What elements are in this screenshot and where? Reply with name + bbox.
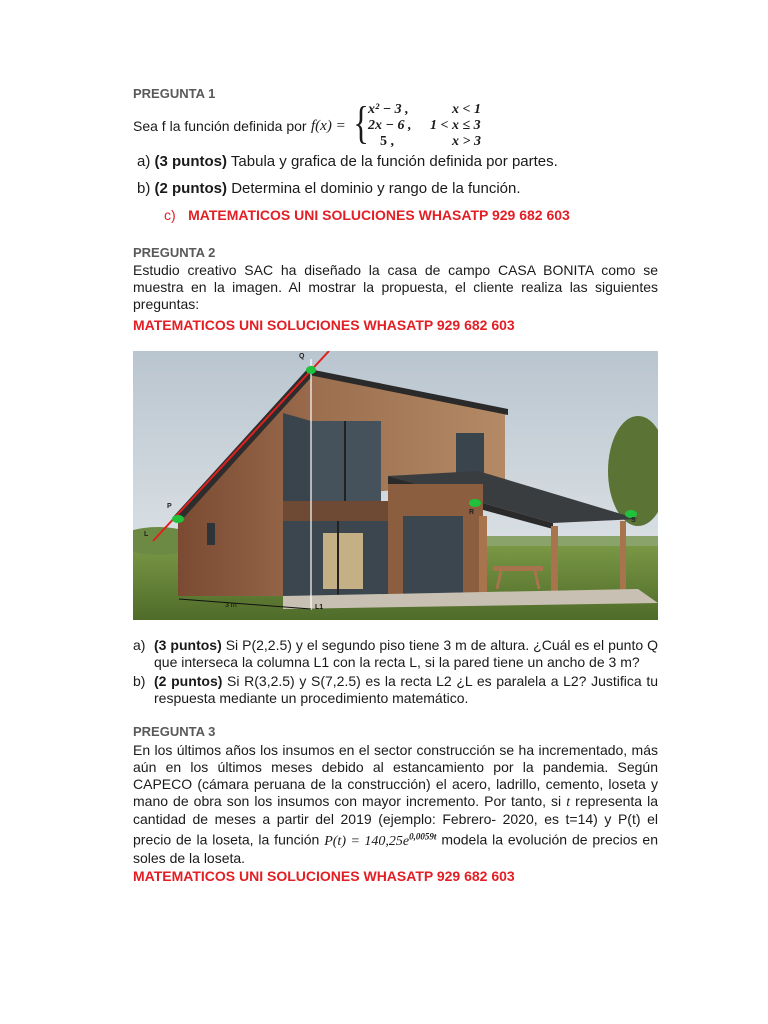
tower-upper-window: [456, 433, 484, 477]
porch-door: [403, 516, 463, 596]
case-row-3: [368, 134, 498, 150]
point-r-marker: [469, 499, 481, 507]
point-q-marker: [306, 366, 316, 374]
q2-a-points: (3 puntos): [154, 637, 222, 653]
interior-light: [323, 533, 363, 589]
piecewise-cases: [368, 102, 498, 150]
left-small-window: [207, 523, 215, 545]
q1-item-a: [137, 153, 558, 170]
label-q: Q: [299, 353, 305, 360]
point-p-marker: [172, 515, 184, 523]
label-width: 3 m: [225, 602, 237, 609]
q3-ad: MATEMATICOS UNI SOLUCIONES WHASATP 929 682 603: [133, 868, 515, 884]
q1-a-text: Tabula y grafica de la función definida por partes.: [230, 153, 558, 170]
q1-item-c: [164, 207, 570, 225]
case-3-expr: 5 ,: [380, 134, 394, 149]
q3-formula-exponent: 0,0059t: [409, 831, 437, 841]
label-l1: L1: [315, 604, 324, 611]
q3-formula: [324, 831, 437, 849]
label-l: L: [144, 531, 149, 538]
house-illustration: [133, 351, 658, 620]
q1-a-points: (3 puntos): [154, 153, 228, 170]
q3-paragraph: [133, 742, 658, 867]
q2-b-points: (2 puntos): [154, 673, 223, 689]
picnic-table: [493, 566, 543, 571]
q1-heading: PREGUNTA 1: [133, 86, 216, 101]
house-drawing: [133, 351, 658, 620]
porch-column-2: [551, 526, 558, 596]
q1-c-label: c): [164, 207, 176, 223]
case-3-cond: x > 3: [452, 134, 481, 149]
case-2-cond: 1 < x ≤ 3: [430, 118, 481, 133]
q2-heading: PREGUNTA 2: [133, 245, 216, 260]
q2-item-b: [154, 673, 658, 707]
q1-fx: f(x) =: [311, 118, 346, 134]
q1-c-text: MATEMATICOS UNI SOLUCIONES WHASATP 929 682 603: [188, 207, 570, 223]
q2-item-a: [154, 637, 658, 671]
q1-intro: Sea f la función definida por: [133, 118, 307, 134]
label-p: P: [167, 503, 172, 510]
q2-a-label: a): [133, 637, 146, 653]
q3-para-before: En los últimos años los insumos en el sector construcción se ha incrementado, más aún en los últimos meses debido al estancamiento por la pandemia. Según CAPECO (cámara peruana de la construcción) el acero, ladrillo, cemento, loseta y mano de obra son los insumos con mayor incremento. Por tanto, si: [133, 742, 658, 809]
q3-t-var: t: [566, 795, 571, 810]
corner-window-left: [283, 413, 311, 501]
q1-item-b: [137, 180, 521, 197]
q3-para-mid: representa la cantidad de meses a partir del 2019 (ejemplo: Febrero- 2020, es t=14) y P(t) el precio de la loseta, la función: [133, 793, 659, 848]
porch-column-1: [479, 516, 487, 601]
q1-a-label: a): [137, 153, 151, 170]
piecewise-brace: {: [353, 97, 369, 148]
case-row-2: [368, 118, 498, 134]
case-2-expr: 2x − 6 ,: [368, 118, 412, 133]
q2-paragraph: Estudio creativo SAC ha diseñado la casa de campo CASA BONITA como se muestra en la imagen. Al mostrar la propuesta, el cliente realiza las siguientes preguntas:: [133, 262, 658, 312]
porch-column-3: [620, 521, 626, 591]
q1-b-text: Determina el dominio y rango de la función.: [231, 180, 521, 197]
q2-b-label: b): [133, 673, 146, 689]
q3-heading: PREGUNTA 3: [133, 724, 216, 739]
q3-para-after: modela la evolución de precios en soles de la loseta.: [133, 831, 658, 866]
q2-a-text: Si P(2,2.5) y el segundo piso tiene 3 m de altura. ¿Cuál es el punto Q que interseca la columna L1 con la recta L, si la pared tiene un ancho de 3 m?: [154, 637, 658, 670]
q2-b-text: Si R(3,2.5) y S(7,2.5) es la recta L2 ¿L es paralela a L2? Justifica tu respuesta mediante un procedimiento matemático.: [154, 673, 658, 706]
label-s: S: [631, 517, 636, 524]
q3-formula-base: P(t) = 140,25e: [324, 833, 410, 849]
case-1-cond: x < 1: [452, 102, 481, 117]
q2-ad: MATEMATICOS UNI SOLUCIONES WHASATP 929 682 603: [133, 317, 515, 333]
case-1-expr: x² − 3 ,: [368, 102, 409, 117]
q1-b-points: (2 puntos): [154, 180, 228, 197]
q1-b-label: b): [137, 180, 151, 197]
label-r: R: [469, 509, 475, 516]
case-row-1: [368, 102, 498, 118]
